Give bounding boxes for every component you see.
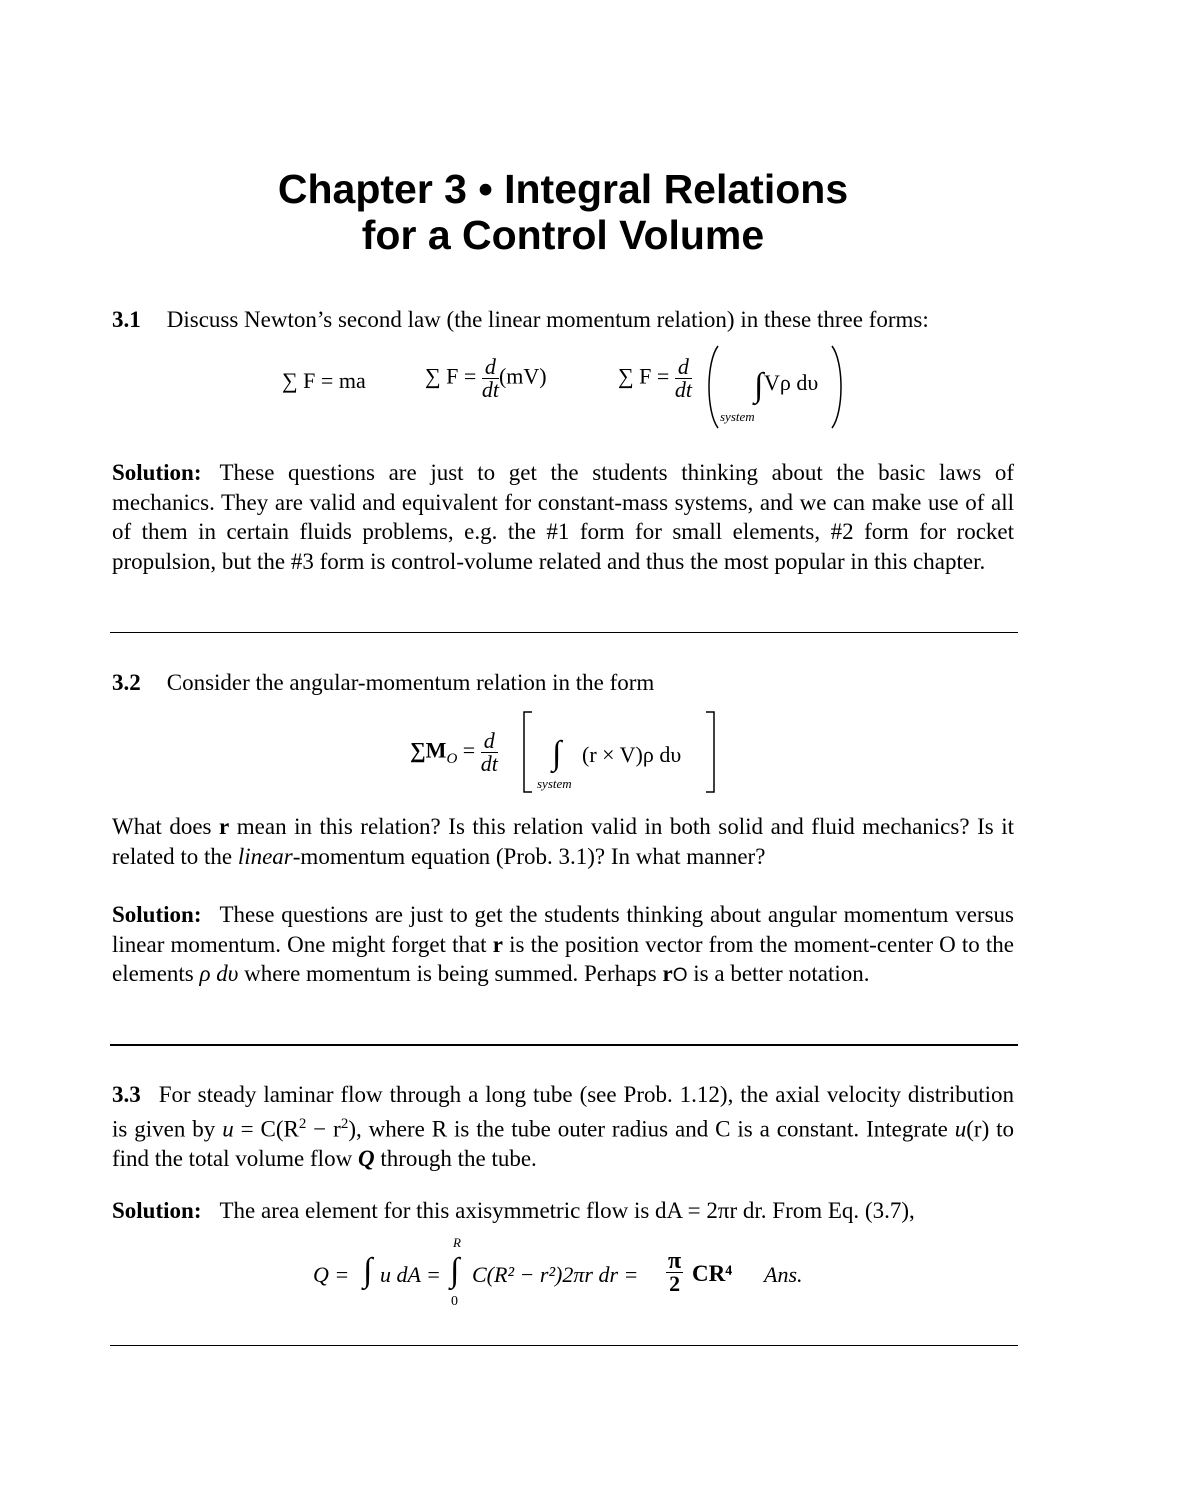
result-fraction [666, 1250, 683, 1295]
frac-denominator: dt [480, 751, 498, 776]
section-divider [110, 1345, 1018, 1346]
equation-integrand: C(R² − r²)2πr dr = [472, 1262, 639, 1287]
d-dt-fraction [481, 730, 498, 775]
integral-sign: ∫ [552, 735, 562, 772]
exponent: 2 [340, 1115, 349, 1132]
integral-sign: ∫ [754, 367, 764, 404]
definite-integral-sign: ∫ [450, 1252, 460, 1289]
problem-number: 3.1 [112, 307, 141, 332]
right-parenthesis [832, 346, 841, 428]
system-label: system [537, 776, 572, 791]
u-symbol: u [222, 1116, 234, 1142]
frac-numerator: d [481, 730, 498, 753]
equation-u-da: u dA = [380, 1262, 441, 1287]
rho-dv-symbol: ρ dυ [199, 961, 239, 986]
equation-force-system-integral [618, 356, 692, 401]
equals-sign: = [462, 737, 476, 763]
frac-denominator: dt [481, 377, 499, 402]
u-symbol: u [954, 1116, 967, 1142]
chapter-title-line-1: Chapter 3 • Integral Relations [277, 166, 849, 212]
d-dt-fraction [675, 356, 692, 401]
r-symbol: r [662, 961, 673, 986]
integrand-text: Vρ dυ [764, 370, 819, 395]
problem-number: 3.3 [112, 1082, 141, 1107]
right-bracket [706, 712, 714, 792]
equation-force-momentum-rate [425, 356, 547, 401]
integrand-text: (r × V)ρ dυ [582, 742, 682, 767]
problem-3-2-statement [112, 668, 1014, 698]
r-symbol: r [219, 814, 230, 839]
equation-text: ∑ F = ma [282, 368, 366, 393]
problem-3-1-statement [112, 305, 1014, 335]
q-symbol: Q [357, 1145, 375, 1171]
equation-lhs: ∑M [410, 737, 447, 763]
problem-3-3-solution [112, 1196, 1014, 1226]
left-bracket [524, 712, 532, 792]
solution-label: Solution: [112, 460, 202, 485]
statement-text-3: − r [313, 1116, 341, 1142]
problem-number: 3.2 [112, 670, 141, 695]
integral-lower-limit: 0 [451, 1294, 458, 1309]
left-parenthesis [709, 346, 718, 428]
answer-label: Ans. [764, 1262, 803, 1287]
equation-lhs: ∑ F = [425, 363, 477, 389]
o-subscript: O [672, 965, 688, 986]
solution-text-1: These questions are just to get the students thinking about angular momentum versus linear momentum. One might forget that [112, 902, 1014, 957]
frac-numerator: π [668, 1248, 682, 1274]
equation-angular-momentum [410, 730, 498, 775]
exponent: 2 [298, 1115, 307, 1132]
equation-q-lhs: Q = [313, 1262, 350, 1287]
question-text-2: mean in this relation? Is this relation valid in both solid and fluid mechanics? Is it related to the [112, 814, 1014, 869]
section-divider [110, 632, 1018, 633]
statement-text-1: For steady laminar flow through a long tube (see Prob. 1.12), the axial velocity distribution is given by [112, 1082, 1014, 1142]
problem-3-2-question [112, 812, 1014, 871]
integral-sign: ∫ [363, 1252, 373, 1289]
solution-text-4: is a better notation. [693, 961, 870, 986]
equation-subscript: O [446, 750, 458, 767]
statement-text-6: through the tube. [380, 1145, 537, 1171]
integral-upper-limit: R [453, 1235, 461, 1250]
solution-text-2: is the position vector from the moment-center O to the elements [112, 931, 1015, 986]
d-dt-fraction [482, 356, 499, 401]
solution-label: Solution: [112, 1198, 202, 1223]
frac-numerator: d [675, 356, 692, 379]
problem-3-3-statement [112, 1080, 1014, 1173]
solution-text-3: where momentum is being summed. Perhaps [244, 961, 657, 986]
statement-text: Consider the angular-momentum relation in the form [166, 670, 655, 695]
chapter-title-line-2: for a Control Volume [361, 212, 765, 258]
equation-result: CR⁴ [692, 1261, 733, 1286]
section-divider [110, 1044, 1018, 1046]
frac-numerator: d [482, 356, 499, 379]
frac-denominator: dt [674, 377, 692, 402]
pi-over-two [666, 1250, 683, 1295]
system-label: system [720, 409, 755, 424]
statement-text-2: = C(R [240, 1116, 299, 1142]
statement-text: Discuss Newton’s second law (the linear momentum relation) in these three forms: [166, 307, 929, 332]
solution-label: Solution: [112, 902, 202, 927]
question-text-3: -momentum equation (Prob. 3.1)? In what manner? [292, 843, 766, 869]
r-symbol: r [492, 931, 503, 957]
statement-text-5: (r) to find the total volume flow [112, 1116, 1015, 1171]
problem-3-1-solution [112, 458, 1014, 576]
solution-text: The area element for this axisymmetric flow is dA = 2πr dr. From Eq. (3.7), [219, 1198, 915, 1223]
solution-text: These questions are just to get the students thinking about the basic laws of mechanics. They are valid and equivalent for constant-mass systems, and we can make use of all of them in certain fluids problems, e.g. the #1 form for small elements, #2 form for rocket propulsion, but the #3 form is control-volume related and thus the most popular in this chapter. [112, 460, 1014, 574]
equation-force-ma [282, 368, 366, 394]
question-text-1: What does [112, 814, 212, 839]
equation-lhs: ∑ F = [618, 363, 670, 389]
frac-denominator: 2 [669, 1271, 681, 1296]
statement-text-4: ), where R is the tube outer radius and C is a constant. Integrate [348, 1116, 948, 1142]
problem-3-2-solution [112, 900, 1014, 991]
equation-rhs: (mV) [498, 363, 547, 389]
linear-emphasis: linear [237, 843, 293, 869]
